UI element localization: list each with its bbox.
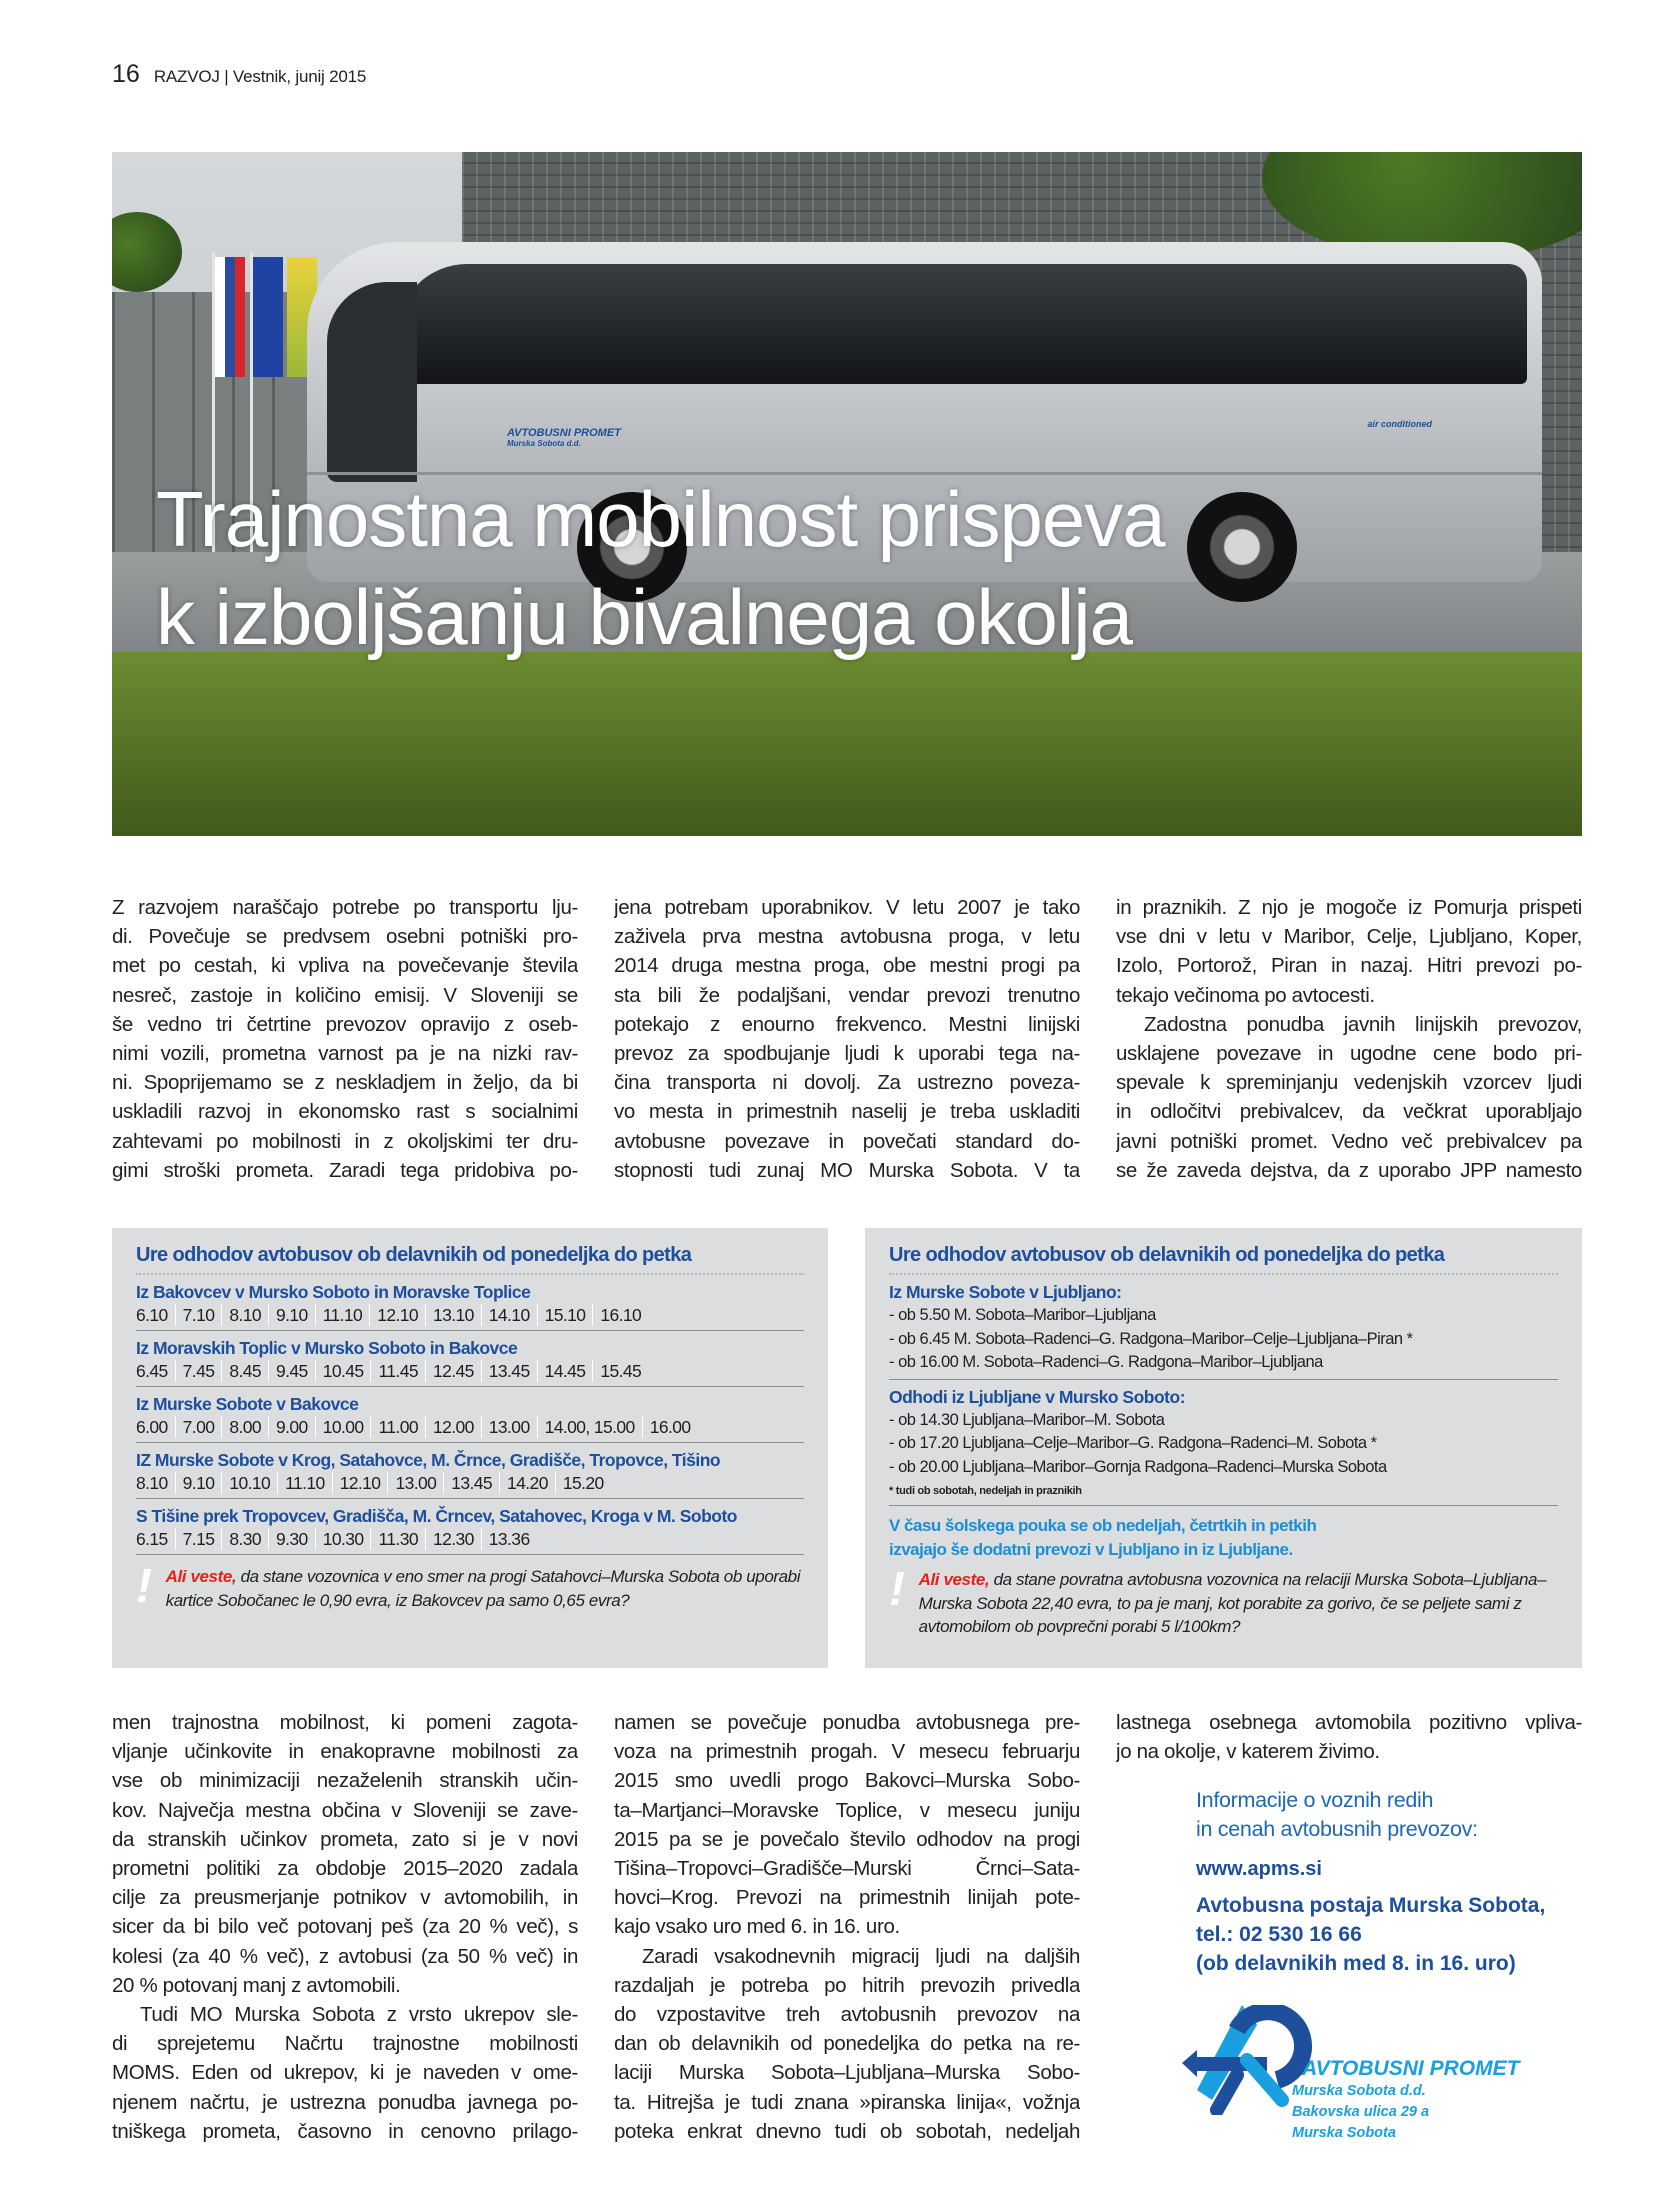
departure-time: 8.30 [221, 1528, 268, 1550]
bus-logo [507, 427, 621, 448]
text-line: namen se povečuje ponudba avtobusnega pre- [614, 1711, 1080, 1734]
page-header [112, 60, 366, 89]
departure-time: 7.15 [175, 1528, 222, 1550]
text-line: potekajo z enourno frekvenco. Mestni linijski [614, 1012, 1080, 1036]
text-line: voza na primestnih progah. V mesecu februarju [614, 1740, 1080, 1764]
departure-time: 6.45 [136, 1361, 168, 1381]
schedule-section [889, 1380, 1558, 1484]
text-line: laciji Murska Sobota–Ljubljana–Murska Sobo- [614, 2061, 1080, 2085]
departure-time: 8.10 [136, 1473, 168, 1493]
departure-time: 7.10 [175, 1304, 222, 1326]
departure-time: 6.00 [136, 1417, 168, 1437]
text-line: prevoz za spodbujanje ljudi k uporabi tega na- [614, 1042, 1080, 1066]
departure-time: 13.45 [481, 1360, 537, 1382]
departure-times [136, 1528, 804, 1550]
box-title: Ure odhodov avtobusov ob delavnikih od ponedeljka do petka [136, 1244, 804, 1275]
text-line: se že zaveda dejstva, da z uporabo JPP namesto [1116, 1158, 1582, 1182]
text-line: vse ob minimizaciji nezaželenih stranskih učin- [112, 1769, 578, 1793]
departure-time: 15.20 [555, 1472, 611, 1494]
text-line: cilje za preusmerjanje potnikov v avtomobilih, in [112, 1886, 578, 1910]
school-note-line: V času šolskega pouka se ob nedeljah, četrtkih in petkih [889, 1516, 1317, 1535]
departure-times [136, 1416, 804, 1438]
departure-time: 8.10 [221, 1304, 268, 1326]
route-title: Iz Moravskih Toplic v Mursko Soboto in Bakovce [136, 1338, 518, 1358]
departure-line: - ob 14.30 Ljubljana–Maribor–M. Sobota [889, 1410, 1165, 1429]
section-label: RAZVOJ | Vestnik, junij 2015 [153, 67, 367, 86]
station-phone: tel.: 02 530 16 66 [1196, 1923, 1362, 1946]
page-number: 16 [112, 60, 140, 88]
departure-time: 8.45 [221, 1360, 268, 1382]
company-logo [1162, 1985, 1582, 2155]
text-line: njenem načrtu, je ustrezna ponudba javnega po- [112, 2090, 578, 2114]
text-line: 2015 smo uvedli progo Bakovci–Murska Sobo- [614, 1769, 1080, 1793]
text-line: kolesi (za 40 % več), z avtobusi (za 50 % več) in [112, 1944, 578, 1968]
departure-line: - ob 5.50 M. Sobota–Maribor–Ljubljana [889, 1306, 1156, 1324]
hero-photo [112, 152, 1582, 836]
departure-time: 11.10 [315, 1304, 370, 1326]
text-line: sicer da bi bilo več potovanj peš (za 20 % več), s [112, 1915, 578, 1939]
route-title: Odhodi iz Ljubljane v Mursko Soboto: [889, 1386, 1186, 1407]
note-text: da stane vozovnica v eno smer na progi Satahovci–Murska Sobota ob uporabi kartice Sobočanec le 0,90 evra, iz Bakovcev pa samo 0,65 evra? [165, 1567, 801, 1610]
flag-slovenia [215, 257, 245, 377]
text-line: 20 % potovanj manj z avtomobili. [112, 1973, 401, 1997]
text-line: usklajene povezave in ugodne cene bodo pri- [1116, 1042, 1582, 1066]
note-text: da stane povratna avtobusna vozovnica na relaciji Murska Sobota–Ljubljana–Murska Sobota 22,40 evra, to pa je manj, kot porabite za gorivo, če se peljete sami z avtomobilom ob povprečni porabi 5 l/100km? [918, 1570, 1547, 1636]
title-line: Trajnostna mobilnost prispeva [156, 475, 1165, 563]
departure-time: 9.10 [175, 1472, 222, 1494]
text-line: jo na okolje, v katerem živimo. [1116, 1740, 1380, 1764]
text-line: ni. Spoprijemamo se z neskladjem in željo, da bi [112, 1071, 578, 1095]
bus-wheel [1187, 492, 1297, 602]
logo-line: Bakovska ulica 29 a [1292, 2104, 1430, 2120]
text-line: kov. Največja mestna občina v Sloveniji se zave- [112, 1798, 578, 1822]
text-line: men trajnostna mobilnost, ki pomeni zagota- [112, 1711, 578, 1734]
departure-time: 15.10 [537, 1304, 593, 1326]
departure-line: - ob 17.20 Ljubljana–Celje–Maribor–G. Radgona–Radenci–M. Sobota * [889, 1434, 1377, 1452]
text-line: poteka enkrat dnevno tudi ob sobotah, nedeljah [614, 2119, 1080, 2143]
did-you-know-note [136, 1555, 804, 1612]
departure-time: 13.36 [481, 1528, 537, 1550]
contact-info [1196, 1786, 1545, 1978]
departure-time: 11.45 [370, 1360, 425, 1382]
text-line: tniškega prometa, časovno in cenovno prilago- [112, 2119, 578, 2143]
flag-eu [253, 257, 283, 377]
text-line: in odločitvi prebivalcev, da večkrat uporabljajo [1116, 1100, 1582, 1124]
departure-time: 8.00 [221, 1416, 268, 1438]
departure-time: 10.10 [221, 1472, 277, 1494]
departure-time: 16.10 [592, 1304, 648, 1326]
grass [112, 652, 1582, 836]
info-line: in cenah avtobusnih prevozov: [1196, 1817, 1478, 1841]
departure-time: 13.00 [481, 1416, 537, 1438]
schedule-section [136, 1331, 804, 1387]
school-note-line: izvajajo še dodatni prevozi v Ljubljano in iz Ljubljane. [889, 1540, 1293, 1559]
text-line: di. Povečuje se predvsem osebni potniški pro- [112, 925, 578, 949]
schedule-section [889, 1275, 1558, 1380]
route-title: Iz Bakovcev v Mursko Soboto in Moravske Toplice [136, 1282, 531, 1302]
exclamation-icon: ! [136, 1560, 152, 1613]
article-column [112, 893, 578, 1185]
station-name: Avtobusna postaja Murska Sobota, [1196, 1894, 1546, 1917]
text-line: do vzpostavitve treh avtobusnih prevozov na [614, 2003, 1080, 2027]
route-title: IZ Murske Sobote v Krog, Satahovce, M. Črnce, Gradišče, Tropovce, Tišino [136, 1450, 721, 1470]
text-line: Z razvojem naraščajo potrebe po transportu lju- [112, 896, 578, 919]
departure-time: 13.10 [425, 1304, 481, 1326]
departure-time: 12.10 [369, 1304, 425, 1326]
text-line: avtobusne povezave in povečati standard do- [614, 1129, 1080, 1153]
departure-time: 14.00, 15.00 [537, 1416, 642, 1438]
schedule-section [136, 1443, 804, 1499]
departure-line: - ob 20.00 Ljubljana–Maribor–Gornja Radgona–Radenci–Murska Sobota [889, 1457, 1387, 1476]
text-line: met po cestah, ki vpliva na povečevanje števila [112, 954, 578, 978]
departure-time: 14.45 [537, 1360, 593, 1382]
text-line: Izolo, Portorož, Piran in nazaj. Hitri prevozi po- [1116, 954, 1582, 978]
text-line: ta–Martjanci–Moravske Toplice, v mesecu juniju [614, 1798, 1080, 1822]
text-line: sta bili že podaljšani, vendar prevozi trenutno [614, 983, 1080, 1007]
text-line: 2015 pa se je povečalo število odhodov na progi [614, 1827, 1080, 1851]
text-line: prometni politiki za obdobje 2015–2020 zadala [112, 1857, 578, 1881]
info-line: Informacije o voznih redih [1196, 1788, 1434, 1812]
text-line: tekajo večinoma po avtocesti. [1116, 983, 1375, 1007]
departure-times [136, 1360, 804, 1382]
schedule-box-ljubljana [865, 1228, 1582, 1668]
text-line: jena potrebam uporabnikov. V letu 2007 je tako [614, 896, 1080, 919]
box-title: Ure odhodov avtobusov ob delavnikih od ponedeljka do petka [889, 1244, 1558, 1275]
departure-times [136, 1304, 804, 1326]
logo-line: Murska Sobota d.d. [1292, 2083, 1426, 2099]
text-line: zaživela prva mestna avtobusna proga, v letu [614, 925, 1080, 949]
schedule-box-local [112, 1228, 828, 1668]
footnote: * tudi ob sobotah, nedeljah in praznikih [889, 1483, 1558, 1506]
text-line: lastnega osebnega avtomobila pozitivno vpliva- [1116, 1711, 1582, 1734]
departure-time: 15.45 [592, 1360, 648, 1382]
school-note [889, 1506, 1558, 1568]
route-title: Iz Murske Sobote v Bakovce [136, 1394, 359, 1414]
text-line: vo mesta in primestnih naselij je treba uskladiti [614, 1100, 1080, 1124]
bus-windshield [327, 282, 417, 482]
text-line: Zaradi vsakodnevnih migracij ljudi na daljših [642, 1944, 1080, 1968]
departure-time: 12.30 [425, 1528, 481, 1550]
text-line: nesreč, zastoje in količino emisij. V Sloveniji se [112, 983, 578, 1007]
text-line: javni potniški promet. Vedno več prebivalcev pa [1116, 1129, 1582, 1153]
text-line: 2014 druga mestna proga, obe mestni progi pa [614, 954, 1080, 978]
route-title: Iz Murske Sobote v Ljubljano: [889, 1282, 1122, 1302]
text-line: vse dni v letu v Maribor, Celje, Ljubljano, Koper, [1116, 925, 1582, 949]
departure-line: - ob 16.00 M. Sobota–Radenci–G. Radgona–Maribor–Ljubljana [889, 1353, 1323, 1371]
departure-time: 12.10 [332, 1472, 388, 1494]
text-line: di sprejetemu Načrtu trajnostne mobilnosti [112, 2032, 578, 2056]
departure-time: 11.30 [370, 1528, 425, 1550]
schedule-section [136, 1387, 804, 1443]
tree [112, 212, 182, 292]
route-title: S Tišine prek Tropovcev, Gradišča, M. Črncev, Satahovec, Kroga v M. Soboto [136, 1506, 737, 1526]
logo-name: AVTOBUSNI PROMET [1302, 2057, 1520, 2080]
departure-time: 12.45 [425, 1360, 481, 1382]
departure-time: 10.30 [315, 1528, 371, 1550]
text-line: uskladili razvoj in ekonomsko rast s socialnimi [112, 1100, 578, 1124]
station-hours: (ob delavnikih med 8. in 16. uro) [1196, 1952, 1516, 1975]
departure-times [136, 1472, 804, 1494]
bus-logo-text: AVTOBUSNI PROMET [507, 427, 621, 439]
departure-time: 14.10 [481, 1304, 537, 1326]
schedule-section [136, 1499, 804, 1555]
schedule-section [136, 1275, 804, 1331]
text-line: Tudi MO Murska Sobota z vrsto ukrepov sle- [140, 2003, 578, 2027]
departure-time: 7.45 [175, 1360, 222, 1382]
text-line: Tišina–Tropovci–Gradišče–Murski Črnci–Sata- [614, 1857, 1080, 1881]
bus-ac-label: air conditioned [1367, 419, 1432, 429]
article-column [614, 893, 1080, 1185]
note-lead: Ali veste, [165, 1567, 237, 1586]
departure-time: 9.45 [268, 1360, 315, 1382]
departure-time: 11.10 [277, 1472, 332, 1494]
text-line: Zadostna ponudba javnih linijskih prevozov, [1144, 1012, 1582, 1036]
text-line: in praznikih. Z njo je mogoče iz Pomurja prispeti [1116, 896, 1582, 919]
exclamation-icon: ! [889, 1563, 905, 1616]
departure-time: 9.00 [268, 1416, 315, 1438]
text-line: da stranskih učinkov prometa, zato si je v novi [112, 1827, 578, 1851]
bus-logo-sub: Murska Sobota d.d. [507, 439, 581, 448]
text-line: MOMS. Eden od ukrepov, ki je naveden v ome- [112, 2061, 578, 2085]
text-line: še vedno tri četrtine prevozov opravijo z oseb- [112, 1012, 578, 1036]
text-line: razdaljah je potreba po hitrih prevozih privedla [614, 1973, 1080, 1997]
text-line: dan ob delavnikih od ponedeljka do petka na re- [614, 2032, 1080, 2056]
departure-time: 9.10 [268, 1304, 315, 1326]
text-line: gimi stroški prometa. Zaradi tega pridobiva po- [112, 1158, 578, 1182]
text-line: čina transporta ni dovolj. Za ustrezno poveza- [614, 1071, 1080, 1095]
departure-time: 6.10 [136, 1305, 168, 1325]
logo-line: Murska Sobota [1292, 2125, 1396, 2141]
text-line: vljanje učinkovite in enakopravne mobilnosti za [112, 1740, 578, 1764]
bus-windows [397, 264, 1527, 384]
website-link[interactable]: www.apms.si [1196, 1858, 1322, 1880]
article-column [112, 1708, 578, 2146]
article-column [1116, 1708, 1582, 1766]
text-line: kajo vsako uro med 6. in 16. uro. [614, 1915, 900, 1939]
departure-time: 7.00 [175, 1416, 222, 1438]
article-column [614, 1708, 1080, 2146]
note-lead: Ali veste, [918, 1570, 990, 1589]
departure-time: 10.45 [315, 1360, 371, 1382]
did-you-know-note [889, 1563, 1558, 1639]
text-line: spevale k spreminjanju vedenjskih vzorcev ljudi [1116, 1071, 1582, 1095]
departure-time: 16.00 [642, 1416, 698, 1438]
departure-time: 13.45 [443, 1472, 499, 1494]
departure-time: 9.30 [268, 1528, 315, 1550]
departure-time: 11.00 [370, 1416, 425, 1438]
departure-line: - ob 6.45 M. Sobota–Radenci–G. Radgona–Maribor–Celje–Ljubljana–Piran * [889, 1329, 1413, 1348]
text-line: hovci–Krog. Prevozi na primestnih linijah pote- [614, 1886, 1080, 1910]
title-line: k izboljšanju bivalnega okolja [156, 573, 1132, 661]
text-line: nimi vozili, prometna varnost pa je na nizki rav- [112, 1042, 578, 1066]
departure-time: 12.00 [425, 1416, 481, 1438]
text-line: stopnosti tudi zunaj MO Murska Sobota. V ta [614, 1158, 1080, 1182]
text-line: ta. Hitrejša je tudi znana »piranska linija«, vožnja [614, 2090, 1080, 2114]
article-column [1116, 893, 1582, 1185]
article-title [156, 470, 1165, 666]
departure-time: 14.20 [499, 1472, 555, 1494]
departure-time: 6.15 [136, 1529, 168, 1549]
text-line: zahtevami po mobilnosti in z okoljskimi ter dru- [112, 1129, 578, 1153]
departure-time: 10.00 [315, 1416, 371, 1438]
departure-time: 13.00 [387, 1472, 443, 1494]
